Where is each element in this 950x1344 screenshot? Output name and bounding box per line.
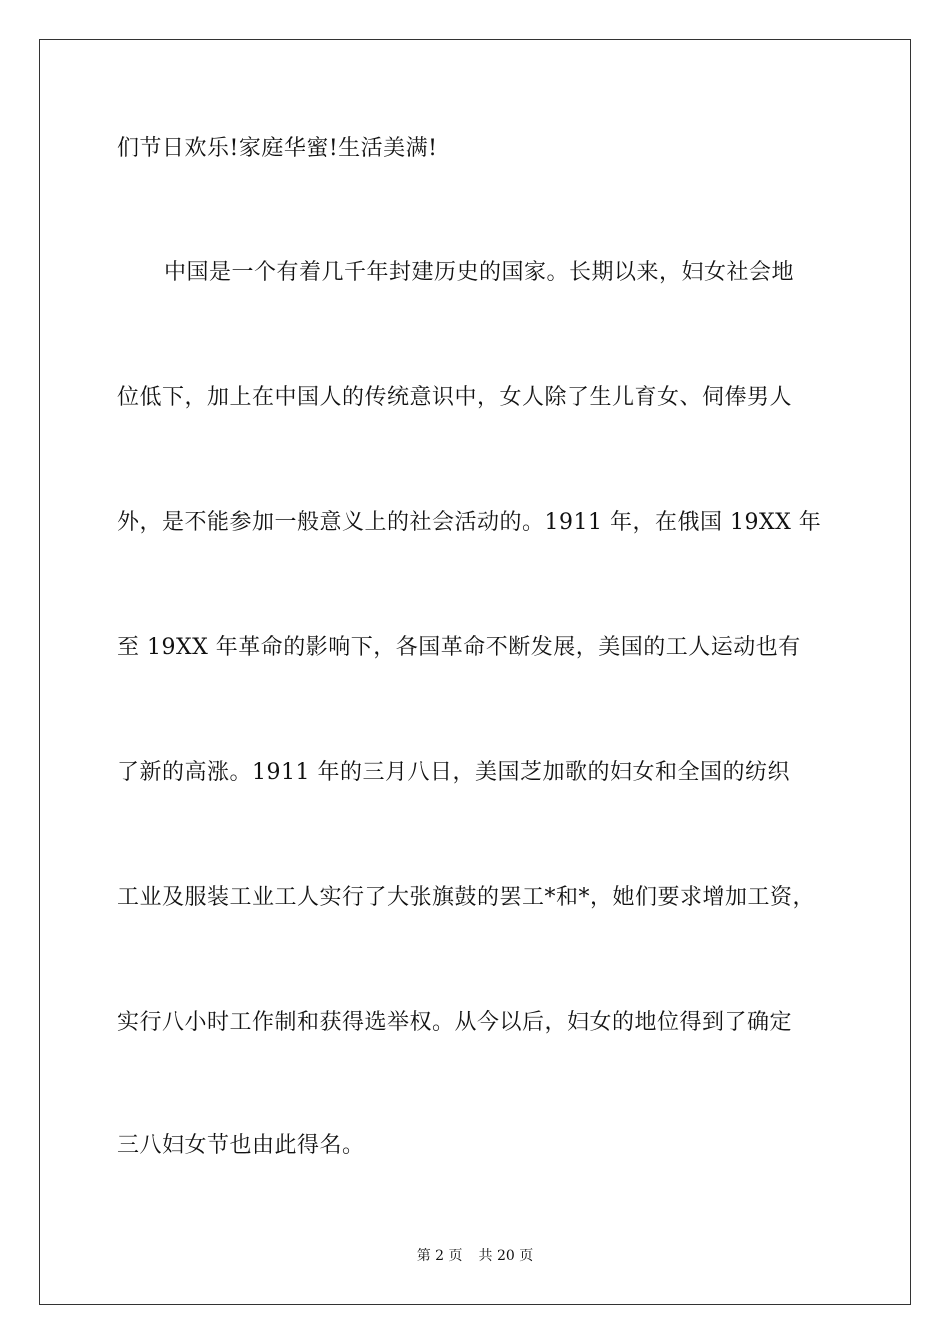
text-line: 至 19XX 年革命的影响下，各国革命不断发展，美国的工人运动也有 [117,635,801,660]
text-line: 们节日欢乐!家庭华蜜!生活美满! [117,136,438,161]
text-line: 中国是一个有着几千年封建历史的国家。长期以来，妇女社会地 [164,260,795,285]
page-total: 共 20 页 [478,1248,534,1264]
page-footer [0,1246,950,1266]
page-border [39,39,911,1305]
text-line: 位低下，加上在中国人的传统意识中，女人除了生儿育女、伺俸男人 [117,385,793,410]
page-number: 第 2 页 [416,1248,463,1264]
text-line: 外，是不能参加一般意义上的社会活动的。1911 年，在俄国 19XX 年 [117,510,822,535]
text-line: 三八妇女节也由此得名。 [117,1133,365,1158]
text-line: 了新的高涨。1911 年的三月八日，美国芝加歌的妇女和全国的纺织 [117,760,790,785]
text-line: 工业及服装工业工人实行了大张旗鼓的罢工*和*，她们要求增加工资， [117,885,816,910]
text-line: 实行八小时工作制和获得选举权。从今以后，妇女的地位得到了确定 [117,1010,793,1035]
